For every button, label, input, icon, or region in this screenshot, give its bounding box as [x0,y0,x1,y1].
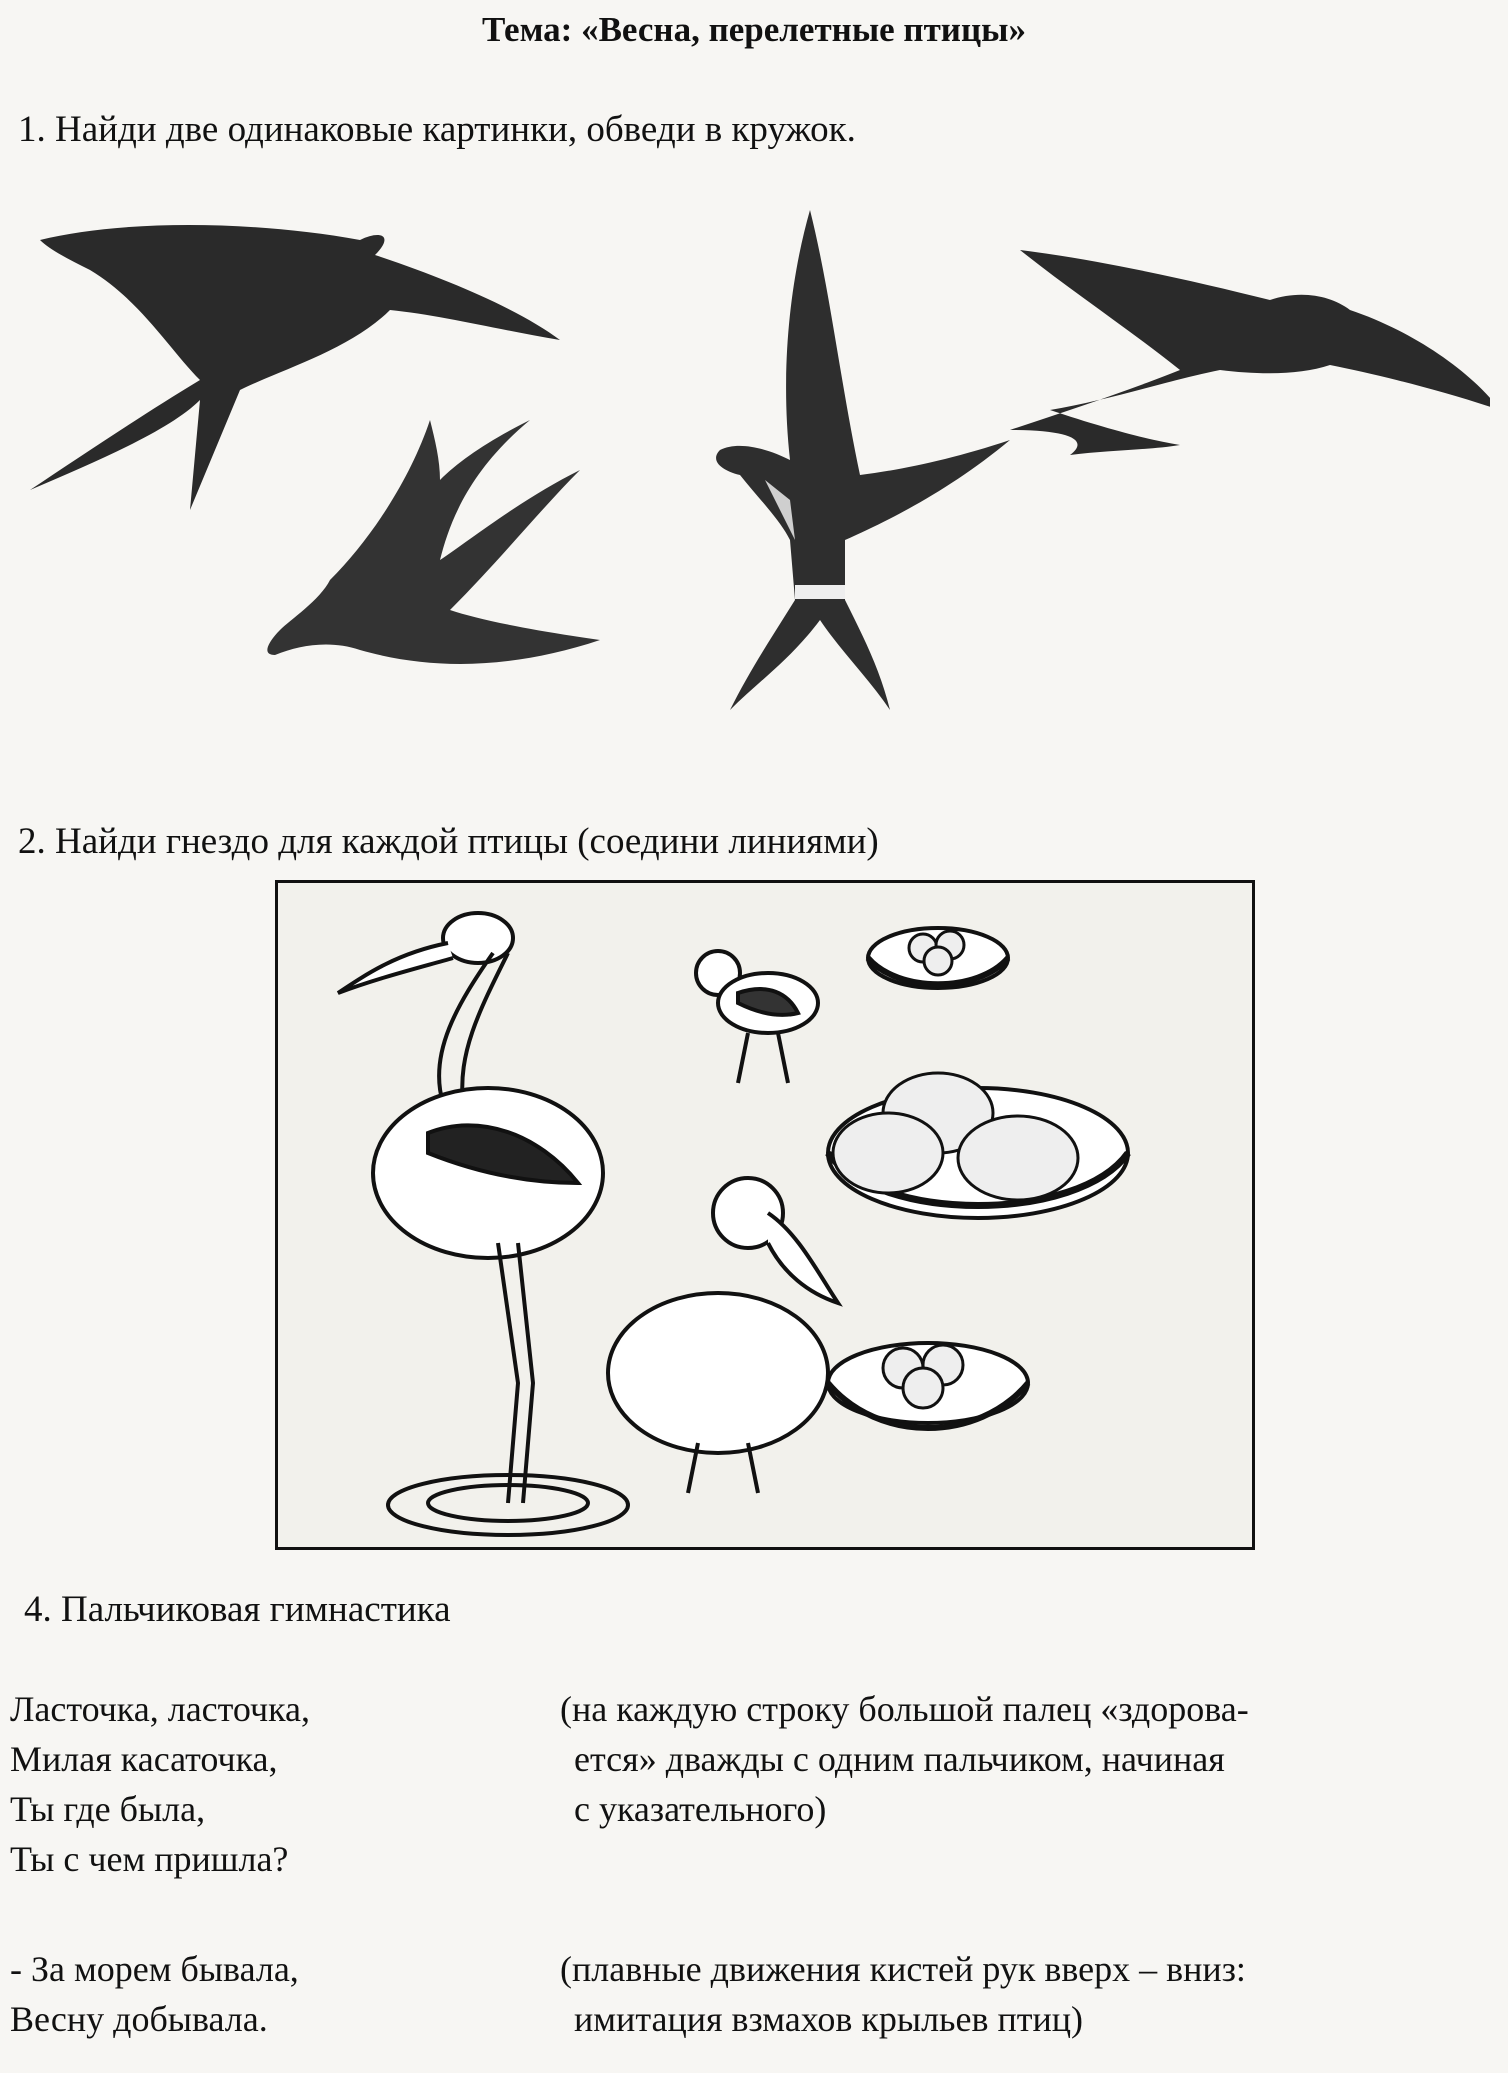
instruction-line: ется» дважды с одним пальчиком, начиная [574,1739,1225,1779]
instruction-line: имитация взмахов крыльев птиц) [574,1999,1083,2039]
nest-small-icon [868,928,1008,988]
poem-line: - За морем бывала, [10,1949,299,1989]
task-2-heading: 2. Найди гнездо для каждой птицы (соедини линиями) [18,821,879,862]
poem-line: Милая касаточка, [10,1739,278,1779]
task-1-heading: 1. Найди две одинаковые картинки, обведи в кружок. [18,109,856,150]
nest-large-icon [828,1073,1128,1218]
instruction-line: (на каждую строку большой палец «здорова- [560,1689,1249,1729]
poem-line: Ласточка, ласточка, [10,1689,311,1729]
nest-medium-icon [828,1343,1028,1428]
stork-icon [338,913,628,1535]
birds-nests-picture [275,880,1255,1550]
instruction-line: (плавные движения кистей рук вверх – вниз: [560,1949,1246,1989]
instruction-line: с указательного) [574,1789,827,1829]
swallows-illustration [30,200,1490,740]
small-bird-icon [696,951,818,1083]
page-title: Тема: «Весна, перелетные птицы» [482,10,1026,49]
poem-line: Ты с чем пришла? [10,1839,289,1879]
rook-icon [608,1178,838,1493]
poem-line: Весну добывала. [10,1999,268,2039]
swallow-3-icon [716,210,1010,710]
swallow-4-icon [1010,250,1490,455]
swallow-2-icon [267,420,600,664]
poem-line: Ты где была, [10,1789,206,1829]
task-4-heading: 4. Пальчиковая гимнастика [24,1589,451,1630]
